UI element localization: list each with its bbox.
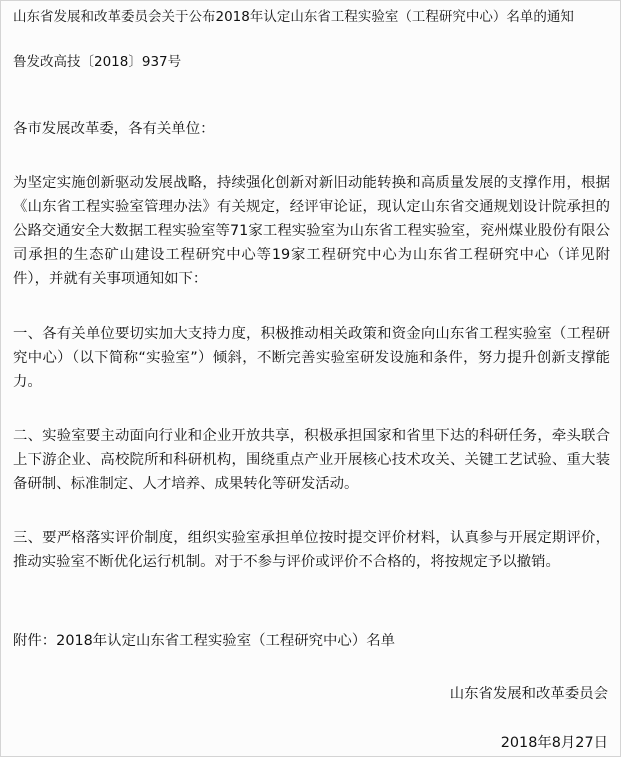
document-title: 山东省发展和改革委员会关于公布2018年认定山东省工程实验室（工程研究中心）名单的通知 bbox=[13, 9, 574, 25]
paragraph-item-3: 三、要严格落实评价制度，组织实验室承担单位按时提交评价材料，认真参与开展定期评价，推动实验室不断优化运行机制。对于不参与评价或评价不合格的，将按规定予以撤销。 bbox=[13, 530, 610, 570]
attachment-line: 附件：2018年认定山东省工程实验室（工程研究中心）名单 bbox=[13, 633, 395, 649]
paragraph-intro: 为坚定实施创新驱动发展战略，持续强化创新对新旧动能转换和高质量发展的支撑作用，根据《山东省工程实验室管理办法》有关规定，经评审论证，现认定山东省交通规划设计院承担的公路交通安全大数据工程实验室等71家工程实验室为山东省工程实验室，兖州煤业股份有限公司承担的生态矿山建设工程研究中心等19家工程研究中心为山东省工程研究中心（详见附件），并就有关事项通知如下： bbox=[13, 175, 610, 287]
paragraph-item-2: 二、实验室要主动面向行业和企业开放共享，积极承担国家和省里下达的科研任务，牵头联合上下游企业、高校院所和科研机构，围绕重点产业开展核心技术攻关、关键工艺试验、重大装备研制、标准制定、人才培养、成果转化等研发活动。 bbox=[13, 428, 610, 492]
signer: 山东省发展和改革委员会 bbox=[449, 686, 608, 702]
document-number: 鲁发改高技〔2018〕937号 bbox=[13, 54, 182, 70]
issue-date: 2018年8月27日 bbox=[500, 735, 608, 751]
paragraph-item-1: 一、各有关单位要切实加大支持力度，积极推动相关政策和资金向山东省工程实验室（工程研究中心）（以下简称“实验室”）倾斜，不断完善实验室研发设施和条件，努力提升创新支撑能力。 bbox=[13, 326, 610, 390]
salutation: 各市发展改革委，各有关单位： bbox=[13, 121, 215, 137]
